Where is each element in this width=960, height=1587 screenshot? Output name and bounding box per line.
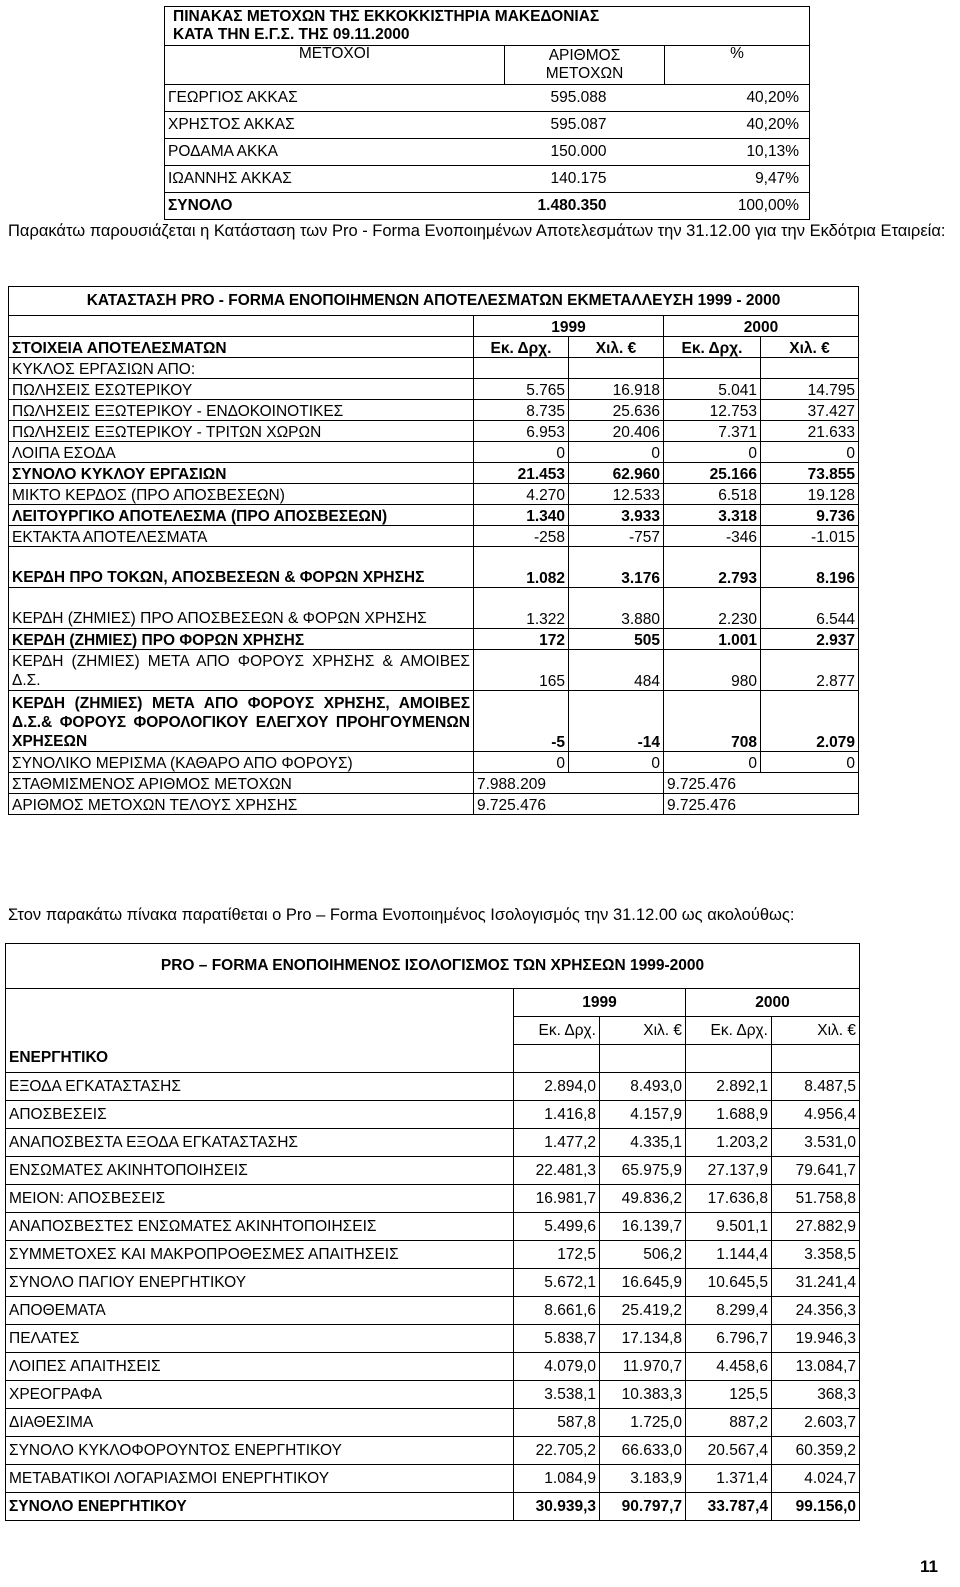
balance-row-label: ΔΙΑΘΕΣΙΜΑ <box>6 1409 514 1437</box>
balance-row-value: 6.796,7 <box>686 1325 772 1353</box>
balance-row-value: 10.383,3 <box>600 1381 686 1409</box>
results-row-label: ΠΩΛΗΣΕΙΣ ΕΞΩΤΕΡΙΚΟΥ - ΕΝΔΟΚΟΙΝΟΤΙΚΕΣ <box>9 400 474 421</box>
results-title: ΚΑΤΑΣΤΑΣΗ PRO - FORMA ΕΝΟΠΟΙΗΜΕΝΩΝ ΑΠΟΤΕΛΕΣΜΑΤΩΝ ΕΚΜΕΤΑΛΛΕΥΣΗ 1999 - 2000 <box>9 287 859 316</box>
results-row-value: 0 <box>761 442 859 463</box>
results-row-value: 1.322 <box>474 588 569 629</box>
balance-row-value: 19.946,3 <box>772 1325 860 1353</box>
balance-row-value: 11.970,7 <box>600 1353 686 1381</box>
shareholder-row <box>165 166 810 193</box>
empty-cell <box>686 1045 772 1073</box>
results-row-value: 5.041 <box>664 379 761 400</box>
results-row-value: 9.725.476 <box>664 773 859 794</box>
balance-year-1999: 1999 <box>514 989 686 1017</box>
results-row-label: ΜΙΚΤΟ ΚΕΡΔΟΣ (ΠΡΟ ΑΠΟΣΒΕΣΕΩΝ) <box>9 484 474 505</box>
balance-row-value: 3.538,1 <box>514 1381 600 1409</box>
shareholders-title: ΠΙΝΑΚΑΣ ΜΕΤΟΧΩΝ ΤΗΣ ΕΚΚΟΚΚΙΣΤΗΡΙΑ ΜΑΚΕΔΟΝΙΑΣ ΚΑΤΑ ΤΗΝ Ε.Γ.Σ. ΤΗΣ 09.11.2000 <box>165 7 810 46</box>
results-row <box>9 442 859 463</box>
results-row-value: -14 <box>569 691 664 752</box>
shareholder-shares: 1.480.350 <box>505 193 665 220</box>
balance-row-value: 8.299,4 <box>686 1297 772 1325</box>
balance-row-value: 172,5 <box>514 1241 600 1269</box>
balance-row-value: 33.787,4 <box>686 1493 772 1521</box>
results-row-value: 505 <box>569 629 664 650</box>
results-row-value: 6.953 <box>474 421 569 442</box>
balance-row-value: 8.487,5 <box>772 1073 860 1101</box>
balance-row <box>6 1381 860 1409</box>
balance-row <box>6 1493 860 1521</box>
results-row-value: 0 <box>474 442 569 463</box>
results-row-value: 20.406 <box>569 421 664 442</box>
results-row-label: ΚΕΡΔΗ ΠΡΟ ΤΟΚΩΝ, ΑΠΟΣΒΕΣΕΩΝ & ΦΟΡΩΝ ΧΡΗΣΗΣ <box>9 547 474 588</box>
balance-row-value: 1.416,8 <box>514 1101 600 1129</box>
results-row-value: 0 <box>474 752 569 773</box>
shareholder-shares: 150.000 <box>505 139 665 166</box>
results-row-value <box>474 358 569 379</box>
results-row-value: 2.937 <box>761 629 859 650</box>
balance-row-value: 3.531,0 <box>772 1129 860 1157</box>
results-row-value: 2.079 <box>761 691 859 752</box>
results-row-value: 9.725.476 <box>664 794 859 815</box>
results-row-value: 73.855 <box>761 463 859 484</box>
balance-row-value: 8.493,0 <box>600 1073 686 1101</box>
balance-unit-eur-2000: Χιλ. € <box>772 1017 860 1045</box>
balance-row <box>6 1353 860 1381</box>
results-row-value: 708 <box>664 691 761 752</box>
balance-row-value: 1.477,2 <box>514 1129 600 1157</box>
balance-row-value: 2.603,7 <box>772 1409 860 1437</box>
balance-row <box>6 1213 860 1241</box>
shareholder-row <box>165 112 810 139</box>
col-holders-header: ΜΕΤΟΧΟΙ <box>165 46 505 85</box>
balance-row-label: ΣΥΜΜΕΤΟΧΕΣ ΚΑΙ ΜΑΚΡΟΠΡΟΘΕΣΜΕΣ ΑΠΑΙΤΗΣΕΙΣ <box>6 1241 514 1269</box>
balance-row <box>6 1465 860 1493</box>
results-row-value: 172 <box>474 629 569 650</box>
results-row-value: 7.988.209 <box>474 773 664 794</box>
results-row-value <box>569 358 664 379</box>
results-row-value: 9.736 <box>761 505 859 526</box>
balance-row-value: 1.084,9 <box>514 1465 600 1493</box>
results-row <box>9 794 859 815</box>
balance-year-2000: 2000 <box>686 989 860 1017</box>
results-row <box>9 588 859 629</box>
balance-row-value: 16.139,7 <box>600 1213 686 1241</box>
results-row-value: -757 <box>569 526 664 547</box>
shareholder-pct: 40,20% <box>665 112 810 139</box>
results-row <box>9 379 859 400</box>
results-row-value: 2.230 <box>664 588 761 629</box>
results-row-value: 6.518 <box>664 484 761 505</box>
results-row <box>9 358 859 379</box>
balance-row-value: 8.661,6 <box>514 1297 600 1325</box>
results-row-value: 0 <box>664 752 761 773</box>
shareholder-row <box>165 193 810 220</box>
results-row-value: 7.371 <box>664 421 761 442</box>
shareholder-row <box>165 139 810 166</box>
results-row <box>9 400 859 421</box>
balance-row <box>6 1409 860 1437</box>
results-row-label: ΣΤΑΘΜΙΣΜΕΝΟΣ ΑΡΙΘΜΟΣ ΜΕΤΟΧΩΝ <box>9 773 474 794</box>
empty-cell <box>772 1045 860 1073</box>
shareholder-pct: 40,20% <box>665 85 810 112</box>
results-row <box>9 421 859 442</box>
balance-row <box>6 1297 860 1325</box>
balance-row-value: 3.358,5 <box>772 1241 860 1269</box>
balance-row-value: 2.894,0 <box>514 1073 600 1101</box>
balance-row-label: ΑΝΑΠΟΣΒΕΣΤΑ ΕΞΟΔΑ ΕΓΚΑΤΑΣΤΑΣΗΣ <box>6 1129 514 1157</box>
balance-row <box>6 1241 860 1269</box>
results-row-value: 3.880 <box>569 588 664 629</box>
results-row-value: 25.166 <box>664 463 761 484</box>
results-row-value <box>664 358 761 379</box>
balance-unit-drx-2000: Εκ. Δρχ. <box>686 1017 772 1045</box>
balance-row-value: 4.024,7 <box>772 1465 860 1493</box>
results-row-value: -258 <box>474 526 569 547</box>
balance-row-value: 5.499,6 <box>514 1213 600 1241</box>
balance-row-value: 4.956,4 <box>772 1101 860 1129</box>
results-row-value: 484 <box>569 650 664 691</box>
balance-row-value: 49.836,2 <box>600 1185 686 1213</box>
results-row-value: 14.795 <box>761 379 859 400</box>
results-row-value: 25.636 <box>569 400 664 421</box>
balance-row-value: 1.688,9 <box>686 1101 772 1129</box>
results-row <box>9 526 859 547</box>
results-row-label: ΠΩΛΗΣΕΙΣ ΕΞΩΤΕΡΙΚΟΥ - ΤΡΙΤΩΝ ΧΩΡΩΝ <box>9 421 474 442</box>
balance-row-value: 1.144,4 <box>686 1241 772 1269</box>
intro-paragraph-results: Παρακάτω παρουσιάζεται η Κατάσταση των Pro - Forma Ενοποιημένων Αποτελεσμάτων την 31.12.00 για την Εκδότρια Εταιρεία: <box>8 222 946 240</box>
results-unit-eur-1999: Χιλ. € <box>569 337 664 358</box>
balance-row <box>6 1325 860 1353</box>
balance-row-label: ΑΠΟΣΒΕΣΕΙΣ <box>6 1101 514 1129</box>
page-number: 11 <box>920 1557 938 1576</box>
results-row-value: 8.735 <box>474 400 569 421</box>
balance-row <box>6 1185 860 1213</box>
results-label-header: ΣΤΟΙΧΕΙΑ ΑΠΟΤΕΛΕΣΜΑΤΩΝ <box>9 337 474 358</box>
results-row <box>9 773 859 794</box>
balance-row-value: 3.183,9 <box>600 1465 686 1493</box>
balance-row <box>6 1101 860 1129</box>
balance-row-value: 17.134,8 <box>600 1325 686 1353</box>
balance-blank-cell <box>6 989 514 1017</box>
balance-row-value: 5.838,7 <box>514 1325 600 1353</box>
balance-row-value: 65.975,9 <box>600 1157 686 1185</box>
balance-row-value: 22.481,3 <box>514 1157 600 1185</box>
results-year-1999: 1999 <box>474 316 664 337</box>
balance-row-label: ΧΡΕΟΓΡΑΦΑ <box>6 1381 514 1409</box>
results-row-value: 1.340 <box>474 505 569 526</box>
results-row-value: 12.533 <box>569 484 664 505</box>
results-row-label: ΚΕΡΔΗ (ΖΗΜΙΕΣ) ΜΕΤΑ ΑΠΟ ΦΟΡΟΥΣ ΧΡΗΣΗΣ & ΑΜΟΙΒΕΣ Δ.Σ. <box>9 650 474 691</box>
shareholder-name: ΧΡΗΣΤΟΣ ΑΚΚΑΣ <box>165 112 505 139</box>
results-row-value: -1.015 <box>761 526 859 547</box>
balance-row-value: 587,8 <box>514 1409 600 1437</box>
results-row-label: ΚΥΚΛΟΣ ΕΡΓΑΣΙΩΝ ΑΠΟ: <box>9 358 474 379</box>
balance-row-value: 5.672,1 <box>514 1269 600 1297</box>
intro-paragraph-balance: Στον παρακάτω πίνακα παρατίθεται ο Pro – Forma Ενοποιημένος Ισολογισμός την 31.12.00 ως ακολούθως: <box>8 906 795 924</box>
balance-row-value: 368,3 <box>772 1381 860 1409</box>
results-row-value: 37.427 <box>761 400 859 421</box>
results-row <box>9 484 859 505</box>
balance-row-value: 1.725,0 <box>600 1409 686 1437</box>
results-row-value: 9.725.476 <box>474 794 664 815</box>
col-pct-header: % <box>665 46 810 85</box>
results-row-label: ΣΥΝΟΛΙΚΟ ΜΕΡΙΣΜΑ (ΚΑΘΑΡΟ ΑΠΟ ΦΟΡΟΥΣ) <box>9 752 474 773</box>
balance-row-value: 79.641,7 <box>772 1157 860 1185</box>
shareholder-name: ΣΥΝΟΛΟ <box>165 193 505 220</box>
results-row <box>9 691 859 752</box>
shareholder-row <box>165 85 810 112</box>
results-unit-drx-2000: Εκ. Δρχ. <box>664 337 761 358</box>
results-row-value: 1.001 <box>664 629 761 650</box>
balance-row-value: 31.241,4 <box>772 1269 860 1297</box>
balance-row-value: 17.636,8 <box>686 1185 772 1213</box>
results-row-value: 12.753 <box>664 400 761 421</box>
balance-row-value: 2.892,1 <box>686 1073 772 1101</box>
balance-row-label: ΣΥΝΟΛΟ ΕΝΕΡΓΗΤΙΚΟΥ <box>6 1493 514 1521</box>
shareholder-shares: 140.175 <box>505 166 665 193</box>
balance-row-value: 20.567,4 <box>686 1437 772 1465</box>
results-row-value: 0 <box>569 442 664 463</box>
results-row-value: 8.196 <box>761 547 859 588</box>
results-row-label: ΚΕΡΔΗ (ΖΗΜΙΕΣ) ΜΕΤΑ ΑΠΟ ΦΟΡΟΥΣ ΧΡΗΣΗΣ, ΑΜΟΙΒΕΣ Δ.Σ.& ΦΟΡΟΥΣ ΦΟΡΟΛΟΓΙΚΟΥ ΕΛΕΓΧΟΥ ΠΡΟΗΓΟΥΜΕΝΩΝ ΧΡΗΣΕΩΝ <box>9 691 474 752</box>
balance-blank-cell-2 <box>6 1017 514 1045</box>
balance-row-value: 51.758,8 <box>772 1185 860 1213</box>
results-row-label: ΛΟΙΠΑ ΕΣΟΔΑ <box>9 442 474 463</box>
shareholder-pct: 100,00% <box>665 193 810 220</box>
balance-row-value: 27.137,9 <box>686 1157 772 1185</box>
results-row-value: 165 <box>474 650 569 691</box>
balance-row-value: 22.705,2 <box>514 1437 600 1465</box>
balance-row-label: ΣΥΝΟΛΟ ΚΥΚΛΟΦΟΡΟΥΝΤΟΣ ΕΝΕΡΓΗΤΙΚΟΥ <box>6 1437 514 1465</box>
balance-row-value: 90.797,7 <box>600 1493 686 1521</box>
balance-row-value: 4.335,1 <box>600 1129 686 1157</box>
results-row-value: 0 <box>761 752 859 773</box>
results-row-value: 3.933 <box>569 505 664 526</box>
shareholder-pct: 9,47% <box>665 166 810 193</box>
results-row-value: 2.793 <box>664 547 761 588</box>
balance-row-label: ΛΟΙΠΕΣ ΑΠΑΙΤΗΣΕΙΣ <box>6 1353 514 1381</box>
results-row <box>9 752 859 773</box>
results-table <box>8 286 859 815</box>
balance-unit-eur-1999: Χιλ. € <box>600 1017 686 1045</box>
empty-cell <box>514 1045 600 1073</box>
shareholder-name: ΙΩΑΝΝΗΣ ΑΚΚΑΣ <box>165 166 505 193</box>
results-row-value: 1.082 <box>474 547 569 588</box>
results-row <box>9 629 859 650</box>
results-row-value: 2.877 <box>761 650 859 691</box>
results-row-value: 980 <box>664 650 761 691</box>
balance-row-value: 4.458,6 <box>686 1353 772 1381</box>
balance-row-value: 99.156,0 <box>772 1493 860 1521</box>
results-row <box>9 650 859 691</box>
results-row <box>9 547 859 588</box>
results-row-value <box>761 358 859 379</box>
balance-row-value: 30.939,3 <box>514 1493 600 1521</box>
balance-row <box>6 1129 860 1157</box>
results-row-value: 3.176 <box>569 547 664 588</box>
results-row-value: 3.318 <box>664 505 761 526</box>
results-row-label: ΠΩΛΗΣΕΙΣ ΕΣΩΤΕΡΙΚΟΥ <box>9 379 474 400</box>
results-row-value: 19.128 <box>761 484 859 505</box>
balance-row <box>6 1157 860 1185</box>
results-row-label: ΑΡΙΘΜΟΣ ΜΕΤΟΧΩΝ ΤΕΛΟΥΣ ΧΡΗΣΗΣ <box>9 794 474 815</box>
results-row-label: ΕΚΤΑΚΤΑ ΑΠΟΤΕΛΕΣΜΑΤΑ <box>9 526 474 547</box>
shareholders-table <box>164 6 810 220</box>
results-year-2000: 2000 <box>664 316 859 337</box>
balance-row-value: 4.157,9 <box>600 1101 686 1129</box>
results-row-value: 62.960 <box>569 463 664 484</box>
balance-row-value: 1.371,4 <box>686 1465 772 1493</box>
balance-row-value: 27.882,9 <box>772 1213 860 1241</box>
balance-row-value: 506,2 <box>600 1241 686 1269</box>
balance-row-value: 24.356,3 <box>772 1297 860 1325</box>
results-row-label: ΛΕΙΤΟΥΡΓΙΚΟ ΑΠΟΤΕΛΕΣΜΑ (ΠΡΟ ΑΠΟΣΒΕΣΕΩΝ) <box>9 505 474 526</box>
balance-row-value: 10.645,5 <box>686 1269 772 1297</box>
empty-cell <box>600 1045 686 1073</box>
shareholder-name: ΡΟΔΑΜΑ ΑΚΚΑ <box>165 139 505 166</box>
shareholder-shares: 595.087 <box>505 112 665 139</box>
results-row-label: ΣΥΝΟΛΟ ΚΥΚΛΟΥ ΕΡΓΑΣΙΩΝ <box>9 463 474 484</box>
balance-row <box>6 1269 860 1297</box>
results-row-label: ΚΕΡΔΗ (ΖΗΜΙΕΣ) ΠΡΟ ΑΠΟΣΒΕΣΕΩΝ & ΦΟΡΩΝ ΧΡΗΣΗΣ <box>9 588 474 629</box>
balance-title: PRO – FORMA ΕΝΟΠΟΙΗΜΕΝΟΣ ΙΣΟΛΟΓΙΣΜΟΣ ΤΩΝ ΧΡΗΣΕΩΝ 1999-2000 <box>6 944 860 989</box>
shareholder-pct: 10,13% <box>665 139 810 166</box>
balance-row-label: ΜΕΙΟΝ: ΑΠΟΣΒΕΣΕΙΣ <box>6 1185 514 1213</box>
balance-row-value: 25.419,2 <box>600 1297 686 1325</box>
results-blank-cell <box>9 316 474 337</box>
results-row-value: -5 <box>474 691 569 752</box>
balance-row-value: 16.981,7 <box>514 1185 600 1213</box>
balance-sheet-table <box>5 943 860 1521</box>
balance-row-value: 60.359,2 <box>772 1437 860 1465</box>
results-row-value: -346 <box>664 526 761 547</box>
balance-row-label: ΑΠΟΘΕΜΑΤΑ <box>6 1297 514 1325</box>
balance-row-label: ΕΞΟΔΑ ΕΓΚΑΤΑΣΤΑΣΗΣ <box>6 1073 514 1101</box>
results-row-value: 4.270 <box>474 484 569 505</box>
balance-row-label: ΜΕΤΑΒΑΤΙΚΟΙ ΛΟΓΑΡΙΑΣΜΟΙ ΕΝΕΡΓΗΤΙΚΟΥ <box>6 1465 514 1493</box>
results-row-value: 21.453 <box>474 463 569 484</box>
results-row-label: ΚΕΡΔΗ (ΖΗΜΙΕΣ) ΠΡΟ ΦΟΡΩΝ ΧΡΗΣΗΣ <box>9 629 474 650</box>
col-shares-header: ΑΡΙΘΜΟΣ ΜΕΤΟΧΩΝ <box>505 46 665 85</box>
balance-row-value: 13.084,7 <box>772 1353 860 1381</box>
balance-section-assets: ΕΝΕΡΓΗΤΙΚΟ <box>6 1045 514 1073</box>
results-row-value: 0 <box>569 752 664 773</box>
balance-row <box>6 1437 860 1465</box>
results-row <box>9 505 859 526</box>
shareholder-name: ΓΕΩΡΓΙΟΣ ΑΚΚΑΣ <box>165 85 505 112</box>
balance-row-value: 125,5 <box>686 1381 772 1409</box>
results-row-value: 16.918 <box>569 379 664 400</box>
shareholder-shares: 595.088 <box>505 85 665 112</box>
balance-row-value: 66.633,0 <box>600 1437 686 1465</box>
balance-row-value: 1.203,2 <box>686 1129 772 1157</box>
results-row <box>9 463 859 484</box>
balance-row-value: 887,2 <box>686 1409 772 1437</box>
results-row-value: 21.633 <box>761 421 859 442</box>
balance-row-label: ΑΝΑΠΟΣΒΕΣΤΕΣ ΕΝΣΩΜΑΤΕΣ ΑΚΙΝΗΤΟΠΟΙΗΣΕΙΣ <box>6 1213 514 1241</box>
results-row-value: 5.765 <box>474 379 569 400</box>
results-unit-drx-1999: Εκ. Δρχ. <box>474 337 569 358</box>
results-row-value: 0 <box>664 442 761 463</box>
balance-row-label: ΣΥΝΟΛΟ ΠΑΓΙΟΥ ΕΝΕΡΓΗΤΙΚΟΥ <box>6 1269 514 1297</box>
balance-row-value: 4.079,0 <box>514 1353 600 1381</box>
balance-row-label: ΕΝΣΩΜΑΤΕΣ ΑΚΙΝΗΤΟΠΟΙΗΣΕΙΣ <box>6 1157 514 1185</box>
balance-unit-drx-1999: Εκ. Δρχ. <box>514 1017 600 1045</box>
balance-row <box>6 1073 860 1101</box>
balance-row-value: 9.501,1 <box>686 1213 772 1241</box>
balance-row-value: 16.645,9 <box>600 1269 686 1297</box>
balance-row-label: ΠΕΛΑΤΕΣ <box>6 1325 514 1353</box>
results-unit-eur-2000: Χιλ. € <box>761 337 859 358</box>
results-row-value: 6.544 <box>761 588 859 629</box>
